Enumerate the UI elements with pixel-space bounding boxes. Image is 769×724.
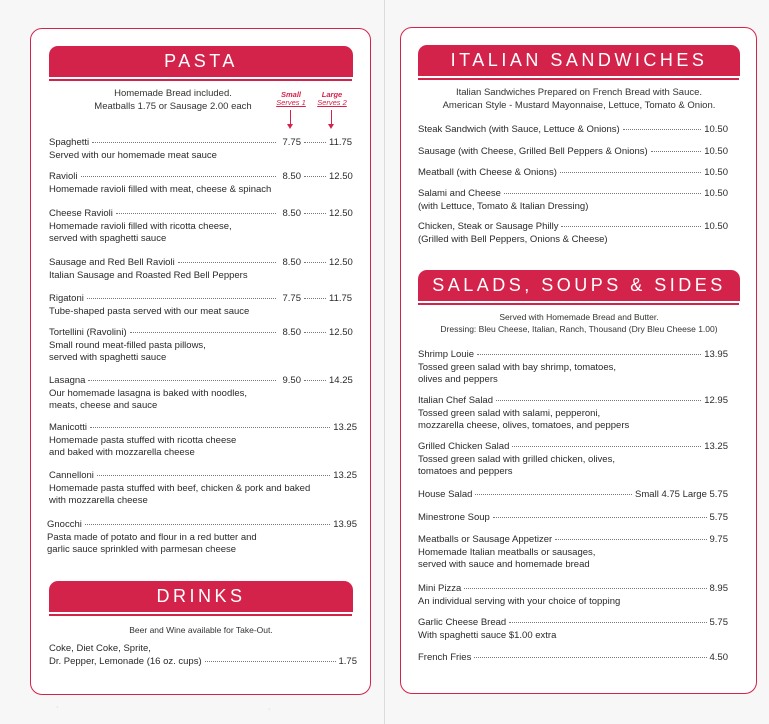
sandwiches-salads-panel: [400, 27, 757, 694]
salads-note-line2: Dressing: Bleu Cheese, Italian, Ranch, Thousand (Dry Bleu Cheese 1.00): [440, 323, 718, 334]
menu-item-ravioli: [49, 171, 357, 196]
menu-item-soft-drinks: [49, 643, 357, 668]
size-large-sub: Serves 2: [317, 98, 347, 107]
item-description: garlic sauce sprinkled with parmesan cheese: [47, 544, 237, 555]
item-price-large: 13.95: [333, 519, 357, 530]
arrow-down-icon: [331, 110, 332, 124]
item-description: Homemade pasta stuffed with beef, chicken & pork and baked: [49, 482, 311, 494]
pasta-title: PASTA: [164, 51, 238, 71]
sandwiches-note-line2: American Style - Mustard Mayonnaise, Lettuce, Tomato & Onion.: [442, 99, 716, 111]
menu-item-sausage-red-bell-ravioli: [49, 257, 357, 282]
salads-title: SALADS, SOUPS & SIDES: [432, 275, 726, 295]
salads-note-line1: Served with Homemade Bread and Butter.: [499, 312, 659, 322]
salads-banner: [418, 270, 740, 301]
item-price: 5.75: [709, 617, 728, 628]
item-description: tomatoes and peppers: [418, 466, 513, 477]
item-name-line1: Coke, Diet Coke, Sprite,: [49, 643, 151, 654]
item-description: served with sauce and homemade bread: [418, 559, 590, 570]
menu-item-cheese-ravioli: [49, 208, 357, 246]
menu-item-lasagna: [49, 375, 357, 413]
menu-item-sausage-sandwich: [418, 146, 728, 159]
item-name: Mini Pizza: [418, 583, 462, 594]
sandwiches-note: [418, 87, 740, 112]
item-name: Minestrone Soup: [418, 512, 490, 523]
item-description: Tube-shaped pasta served with our meat sauce: [49, 305, 250, 317]
item-name: Meatball (with Cheese & Onions): [418, 167, 557, 178]
size-column-small: [273, 91, 309, 107]
drinks-note: Beer and Wine available for Take-Out.: [129, 625, 273, 635]
sandwiches-banner: [418, 45, 740, 76]
page-mark: ·: [56, 704, 59, 711]
item-description: Small round meat-filled pasta pillows,: [49, 339, 206, 351]
item-name: Chicken, Steak or Sausage Philly: [418, 221, 559, 232]
item-name: Garlic Cheese Bread: [418, 617, 507, 628]
item-name: Shrimp Louie: [418, 349, 474, 360]
item-name: Cannelloni: [49, 470, 94, 481]
menu-item-spaghetti: [49, 137, 357, 162]
size-column-large: [314, 91, 350, 107]
arrow-down-icon: [290, 110, 291, 124]
menu-item-steak-sandwich: [418, 124, 728, 137]
page-mark: ·: [268, 706, 271, 713]
drinks-banner: [49, 581, 353, 612]
item-description: Homemade ravioli filled with meat, cheese & spinach: [49, 183, 272, 195]
item-price: 10.50: [704, 146, 728, 157]
right-page: [385, 0, 769, 724]
pasta-drinks-panel: [30, 28, 371, 695]
menu-item-meatballs-appetizer: [418, 534, 728, 572]
item-name: Lasagna: [49, 375, 86, 386]
item-price: 10.50: [704, 221, 728, 232]
menu-item-mini-pizza: [418, 583, 728, 608]
salads-note: [418, 312, 740, 335]
item-price: 13.25: [704, 441, 728, 452]
drinks-rule: [49, 614, 352, 616]
item-description: Homemade pasta stuffed with ricotta cheese: [49, 434, 237, 446]
item-description: Homemade ravioli filled with ricotta cheese,: [49, 220, 232, 232]
item-name: Spaghetti: [49, 137, 90, 148]
item-name: Cheese Ravioli: [49, 208, 113, 219]
pasta-note: [73, 88, 273, 113]
item-price: 12.95: [704, 395, 728, 406]
item-description: Pasta made of potato and flour in a red butter and: [47, 531, 257, 543]
item-name: Dr. Pepper, Lemonade (16 oz. cups): [49, 655, 202, 667]
size-small-sub: Serves 1: [276, 98, 306, 107]
drinks-title: DRINKS: [156, 586, 246, 606]
item-description: served with spaghetti sauce: [49, 233, 167, 244]
item-name: Gnocchi: [47, 519, 82, 530]
item-description: An individual serving with your choice of topping: [418, 595, 621, 607]
item-price-small: 7.75: [282, 137, 301, 148]
menu-item-tortellini: [49, 327, 357, 365]
item-description: Tossed green salad with grilled chicken, olives,: [418, 453, 615, 465]
item-description: Italian Sausage and Roasted Red Bell Peppers: [49, 269, 248, 281]
item-price-small: 8.50: [282, 171, 301, 182]
menu-item-salami-cheese: [418, 188, 728, 213]
item-description: served with spaghetti sauce: [49, 352, 167, 363]
item-price: 10.50: [704, 124, 728, 135]
size-large-label: Large: [321, 90, 343, 99]
item-name: Ravioli: [49, 171, 78, 182]
menu-item-rigatoni: [49, 293, 357, 318]
item-description: with mozzarella cheese: [49, 495, 148, 506]
item-name: Sausage (with Cheese, Grilled Bell Peppers & Onions): [418, 146, 648, 157]
item-name: Manicotti: [49, 422, 88, 433]
item-price-large: 14.25: [329, 375, 353, 386]
item-price: 10.50: [704, 188, 728, 199]
menu-item-italian-chef-salad: [418, 395, 728, 433]
item-name: Grilled Chicken Salad: [418, 441, 510, 452]
item-description: meats, cheese and sauce: [49, 400, 158, 411]
item-description: Our homemade lasagna is baked with noodles,: [49, 387, 248, 399]
item-price-large: 12.50: [329, 171, 353, 182]
menu-item-philly: [418, 221, 728, 246]
pasta-note-line2: Meatballs 1.75 or Sausage 2.00 each: [94, 100, 252, 112]
item-description: mozzarella cheese, olives, tomatoes, and peppers: [418, 420, 630, 431]
menu-item-gnocchi: [47, 519, 357, 557]
item-price-large: 13.25: [333, 422, 357, 433]
item-description: Homemade Italian meatballs or sausages,: [418, 546, 596, 558]
size-small-label: Small: [280, 90, 301, 99]
item-price: Small 4.75 Large 5.75: [635, 489, 728, 500]
item-name: Italian Chef Salad: [418, 395, 493, 406]
item-price: 4.50: [709, 652, 728, 663]
item-price: 9.75: [709, 534, 728, 545]
menu-item-meatball-sandwich: [418, 167, 728, 180]
item-name: Meatballs or Sausage Appetizer: [418, 534, 553, 545]
item-price-large: 11.75: [329, 293, 353, 304]
item-description: Tossed green salad with bay shrimp, tomatoes,: [418, 361, 617, 373]
item-price-small: 9.50: [282, 375, 301, 386]
item-price-small: 8.50: [282, 327, 301, 338]
left-page: [0, 0, 384, 724]
pasta-note-line1: Homemade Bread included.: [114, 88, 232, 99]
item-name: Rigatoni: [49, 293, 84, 304]
menu-item-grilled-chicken-salad: [418, 441, 728, 479]
item-description: With spaghetti sauce $1.00 extra: [418, 629, 557, 641]
item-price-large: 13.25: [333, 470, 357, 481]
sandwiches-rule: [418, 78, 739, 80]
item-description: Tossed green salad with salami, pepperoni,: [418, 407, 601, 419]
item-price: 1.75: [338, 655, 357, 667]
item-price-large: 12.50: [329, 257, 353, 268]
menu-item-shrimp-louie: [418, 349, 728, 387]
item-price-small: 7.75: [282, 293, 301, 304]
item-description: (Grilled with Bell Peppers, Onions & Cheese): [418, 233, 608, 245]
item-name: Steak Sandwich (with Sauce, Lettuce & Onions): [418, 124, 620, 135]
item-price: 10.50: [704, 167, 728, 178]
item-price-large: 12.50: [329, 327, 353, 338]
item-name: Salami and Cheese: [418, 188, 501, 199]
item-name: House Salad: [418, 489, 473, 500]
menu-item-minestrone-soup: [418, 512, 728, 525]
item-price: 13.95: [704, 349, 728, 360]
item-price: 5.75: [709, 512, 728, 523]
item-description: and baked with mozzarella cheese: [49, 447, 195, 458]
item-name: Tortellini (Ravolini): [49, 327, 127, 338]
pasta-rule: [49, 79, 352, 81]
item-price-small: 8.50: [282, 257, 301, 268]
item-price: 8.95: [709, 583, 728, 594]
item-description: (with Lettuce, Tomato & Italian Dressing): [418, 200, 589, 212]
menu-item-manicotti: [49, 422, 357, 460]
item-name: French Fries: [418, 652, 472, 663]
sandwiches-note-line1: Italian Sandwiches Prepared on French Bread with Sauce.: [455, 87, 703, 98]
menu-item-french-fries: [418, 652, 728, 665]
salads-rule: [418, 303, 739, 305]
item-price-large: 12.50: [329, 208, 353, 219]
item-name: Sausage and Red Bell Ravioli: [49, 257, 175, 268]
item-description: Served with our homemade meat sauce: [49, 149, 217, 161]
pasta-banner: [49, 46, 353, 77]
menu-item-house-salad: [418, 489, 728, 502]
menu-item-garlic-cheese-bread: [418, 617, 728, 642]
item-price-large: 11.75: [329, 137, 353, 148]
sandwiches-title: ITALIAN SANDWICHES: [450, 50, 708, 70]
item-description: olives and peppers: [418, 374, 498, 385]
menu-item-cannelloni: [49, 470, 357, 508]
item-price-small: 8.50: [282, 208, 301, 219]
